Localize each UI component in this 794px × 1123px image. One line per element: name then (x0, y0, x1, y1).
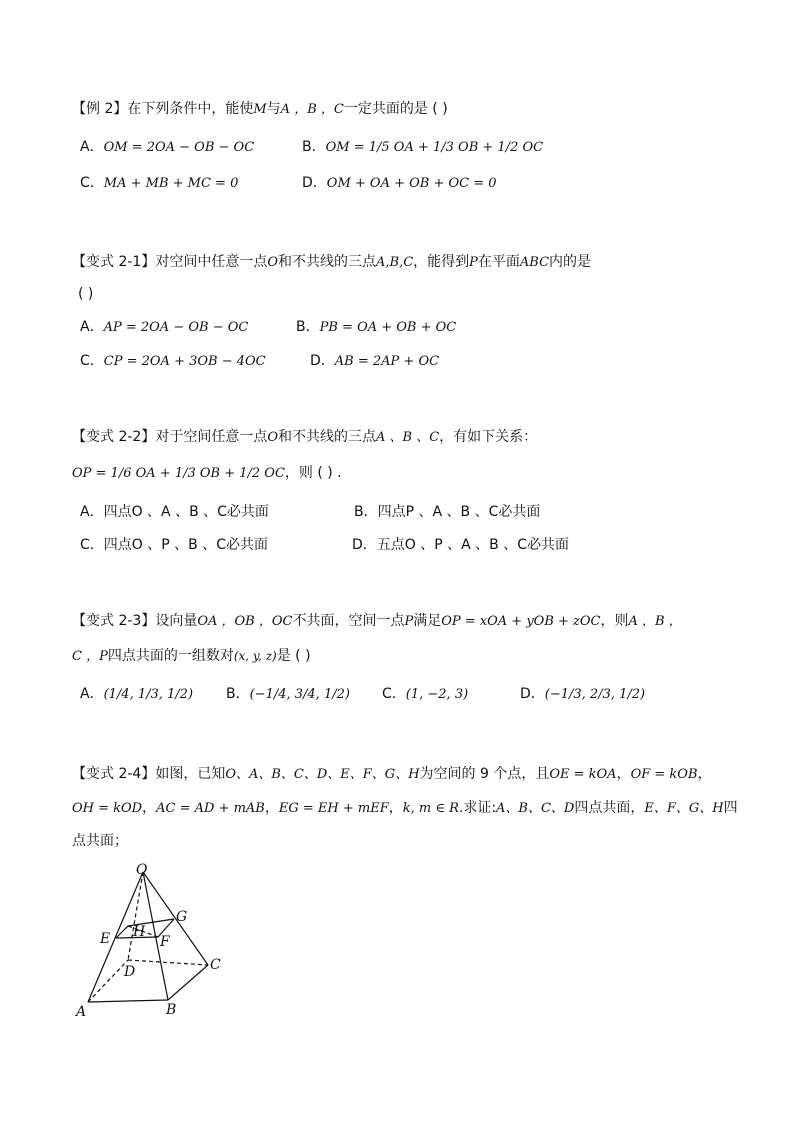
v22-option-c[interactable] (80, 534, 268, 556)
v21-option-d-label: D． (310, 353, 335, 369)
v23-tail: ，则 (600, 613, 629, 629)
v23-equation: OP = xOA + yOB + zOC (441, 614, 601, 629)
v22-relation (72, 462, 342, 485)
label-H: H (133, 924, 146, 940)
v21-points: A,B,C (376, 255, 414, 270)
v21-option-d[interactable] (310, 350, 439, 373)
v24-mid: 为空间的 9 个点，且 (419, 766, 550, 782)
label-D: D (124, 964, 136, 980)
v23-head: 【变式 2-3】设向量 (72, 613, 198, 629)
v23-xyz: (x, y, z) (233, 649, 277, 663)
v23-mid1: 不共面，空间一点 (292, 613, 405, 629)
v21-option-a-expr: AP = 2OA − OB − OC (103, 320, 249, 335)
ex2-mid: 与 (266, 101, 281, 117)
v23-option-c-label: C． (382, 686, 406, 702)
v24-tail: 四 (723, 800, 738, 816)
v23-option-d-expr: (−1/3, 2/3, 1/2) (544, 687, 646, 702)
v24-cond: k, m ∈ R (402, 801, 459, 816)
v23-option-a[interactable] (80, 683, 193, 706)
v24-eq3: OH = kOD (72, 801, 143, 816)
v22-head: 【变式 2-2】对于空间任意一点 (72, 429, 268, 445)
v22-then: ，则 ( ) . (284, 465, 342, 481)
v24-question: 【变式 2-4】如图，已知O、A、B、C、D、E、F、G、H为空间的 9 个点，且OE = kOA，OF = kOB， (72, 766, 712, 782)
label-E: E (100, 931, 111, 947)
ex2-option-d-expr: OM + OA + OB + OC = 0 (326, 176, 497, 191)
v21-plane: ABC (519, 255, 550, 270)
v21-mid3: 在平面 (477, 254, 520, 270)
ex2-option-c-expr: MA + MB + MC = 0 (103, 176, 239, 191)
edge-AB (88, 1000, 168, 1002)
ex2-points: A ，B ，C (280, 102, 344, 117)
ex2-option-b-expr: OM = 1/5 OA + 1/3 OB + 1/2 OC (325, 140, 544, 155)
ex2-option-a[interactable] (80, 136, 254, 159)
v21-option-c[interactable] (80, 350, 266, 373)
v22-option-a[interactable] (80, 501, 269, 523)
v24-question-line3: 点共面； (72, 833, 128, 849)
v21-option-c-label: C． (80, 353, 104, 369)
v21-P: P (469, 255, 478, 270)
v21-question (72, 251, 591, 274)
v23-line2-text: 四点共面的一组数对 (107, 648, 234, 664)
v22-tail: ，有如下关系： (439, 429, 538, 445)
ex2-option-d[interactable] (302, 172, 497, 195)
ex2-option-c[interactable] (80, 172, 238, 195)
label-C: C (210, 957, 221, 973)
v21-option-a[interactable] (80, 316, 248, 339)
v24-eq2: OF = kOB (630, 767, 698, 782)
v21-tail: 内的是 (549, 254, 592, 270)
edge-OD (128, 872, 143, 960)
v21-head: 【变式 2-1】对空间中任意一点 (72, 254, 268, 270)
v23-option-b-expr: (−1/4, 3/4, 1/2) (249, 687, 350, 702)
v23-tail2: A ，B ， (628, 614, 682, 629)
v24-prove: .求证: (458, 800, 497, 816)
edge-BC (168, 965, 208, 1000)
v23-option-a-label: A． (80, 686, 104, 702)
v22-question (72, 426, 537, 449)
v22-option-b-label: B． (354, 504, 378, 520)
v23-option-c-expr: (1, −2, 3) (405, 687, 469, 702)
ex2-option-b-label: B． (302, 139, 326, 155)
pyramid-figure (70, 862, 230, 1022)
v23-mid2: 满足 (413, 613, 442, 629)
v23-option-a-expr: (1/4, 1/3, 1/2) (103, 687, 194, 702)
ex2-question (72, 98, 448, 121)
ex2-point-M: M (253, 102, 267, 117)
v21-mid2: ，能得到 (413, 254, 470, 270)
v22-option-b[interactable] (354, 501, 540, 523)
edge-AD (88, 960, 128, 1002)
v24-eq4: AC = AD + mAB (156, 801, 265, 816)
v23-option-d[interactable] (520, 683, 645, 706)
v21-option-c-expr: CP = 2OA + 3OB − 4OC (103, 354, 266, 369)
edge-DC (128, 960, 208, 965)
v24-eq5: EG = EH + mEF (278, 801, 389, 816)
v22-option-d-label: D． (352, 537, 377, 553)
label-F: F (160, 934, 170, 950)
v21-option-b[interactable] (296, 316, 456, 339)
v21-O: O (267, 255, 278, 270)
label-O: O (136, 862, 148, 878)
label-G: G (176, 909, 188, 925)
label-A: A (76, 1004, 87, 1020)
v22-option-a-text: 四点O 、A 、B 、C必共面 (103, 504, 269, 520)
ex2-tail: 一定共面的是 ( ) (343, 101, 448, 117)
ex2-option-c-label: C． (80, 175, 104, 191)
v21-option-b-label: B． (296, 319, 320, 335)
v22-option-b-text: 四点P 、A 、B 、C必共面 (377, 504, 541, 520)
v24-group2: E、F、G、H (644, 801, 724, 816)
v24-group1: A、B、C、D (496, 801, 575, 816)
v23-question (72, 610, 682, 633)
ex2-option-a-label: A． (80, 139, 104, 155)
v23-option-d-label: D． (520, 686, 545, 702)
v22-option-d[interactable] (352, 534, 569, 556)
v22-mid1: 和不共线的三点 (278, 429, 376, 445)
ex2-option-a-expr: OM = 2OA − OB − OC (103, 140, 255, 155)
v22-option-d-text: 五点O 、P 、A 、B 、C必共面 (376, 537, 570, 553)
v23-option-c[interactable] (382, 683, 468, 706)
v23-vectors: OA ，OB ，OC (197, 614, 293, 629)
label-B: B (166, 1002, 177, 1018)
v22-equation: OP = 1/6 OA + 1/3 OB + 1/2 OC (72, 466, 285, 481)
ex2-head: 【例 2】在下列条件中，能使 (72, 101, 254, 117)
v23-option-b-label: B． (226, 686, 250, 702)
v21-option-d-expr: AB = 2AP + OC (334, 354, 440, 369)
ex2-option-d-label: D． (302, 175, 327, 191)
v22-option-a-label: A． (80, 504, 104, 520)
v23-P: P (404, 614, 414, 629)
v22-O: O (267, 430, 278, 445)
v21-mid1: 和不共线的三点 (278, 254, 376, 270)
v21-paren: ( ) (78, 286, 94, 302)
v22-option-c-label: C． (80, 537, 104, 553)
v21-option-b-expr: PB = OA + OB + OC (319, 320, 457, 335)
v23-question-line2 (72, 645, 311, 668)
v23-option-b[interactable] (226, 683, 350, 706)
v21-option-a-label: A． (80, 319, 104, 335)
v23-line2-points: C ，P (72, 649, 108, 664)
v23-line2-paren: 是 ( ) (276, 648, 311, 664)
v22-points: A 、B 、C (376, 430, 440, 445)
ex2-option-b[interactable] (302, 136, 543, 159)
v24-eq1: OE = kOA (549, 767, 617, 782)
v24-mid2: 四点共面， (574, 800, 645, 816)
v22-option-c-text: 四点O 、P 、B 、C必共面 (103, 537, 268, 553)
v24-points: O、A、B、C、D、E、F、G、H (225, 767, 420, 782)
v24-question-line2: OH = kOD，AC = AD + mAB，EG = EH + mEF，k, m ∈ R.求证:A、B、C、D四点共面，E、F、G、H四 (72, 800, 738, 816)
v24-head: 【变式 2-4】如图，已知 (72, 766, 226, 782)
